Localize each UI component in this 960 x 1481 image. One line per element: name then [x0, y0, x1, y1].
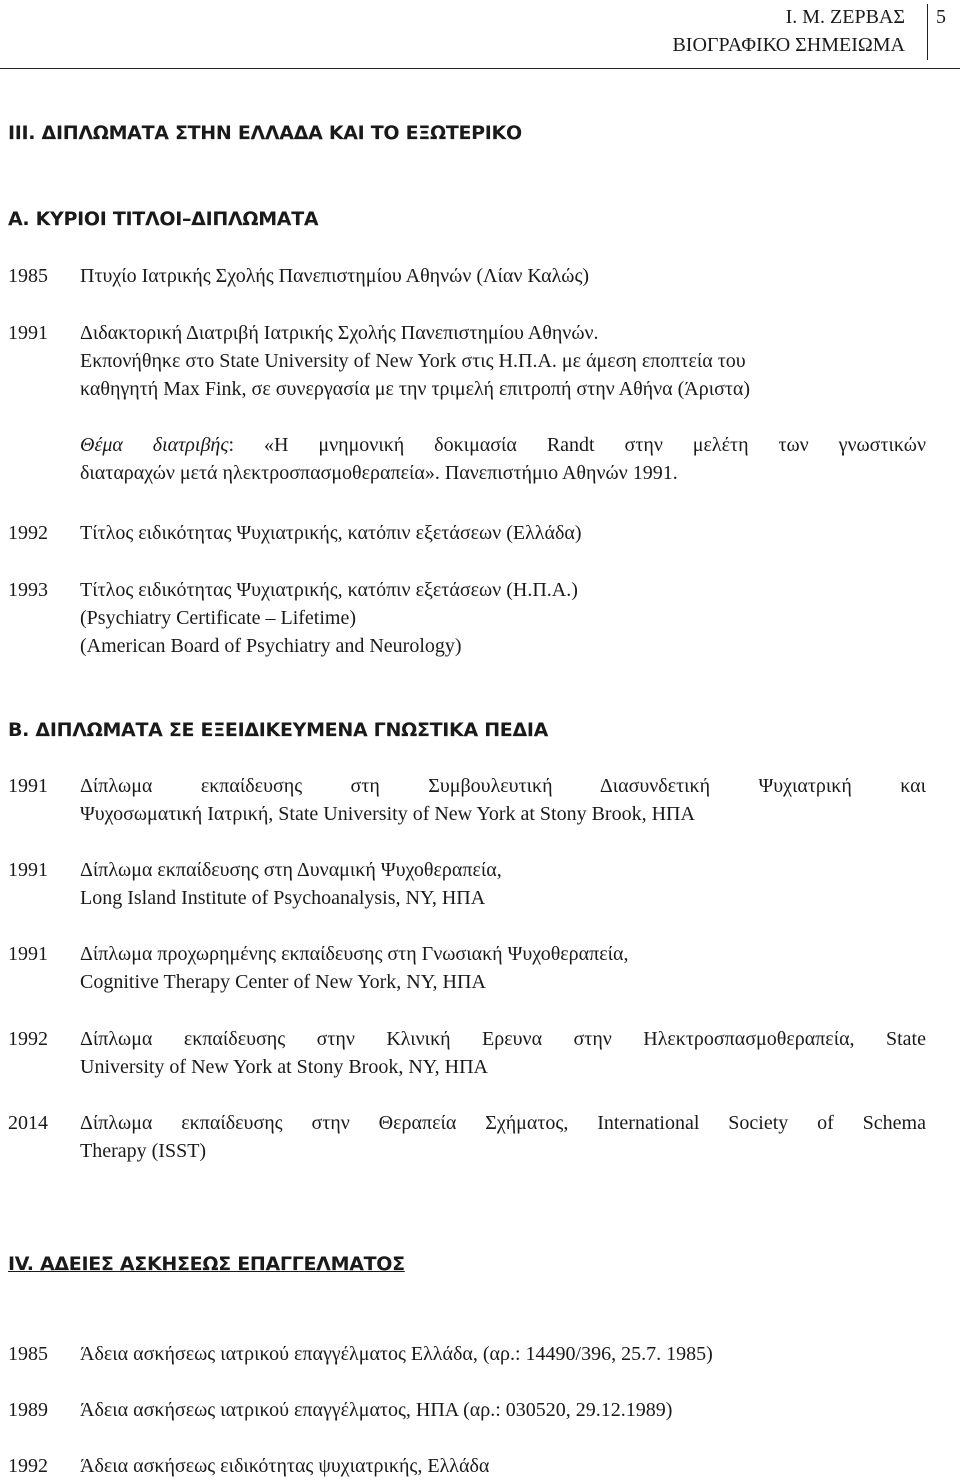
entry-text: Δίπλωμα εκπαίδευσης στη Συμβουλευτική Διασυνδετική Ψυχιατρική και: [80, 775, 926, 797]
entry-text: Δίπλωμα εκπαίδευσης στην Κλινική Ερευνα στην Ηλεκτροσπασμοθεραπεία, State: [80, 1028, 926, 1050]
entry-year: 1993: [8, 579, 48, 601]
header-doc-title: ΒΙΟΓΡΑΦΙΚΟ ΣΗΜΕΙΩΜΑ: [672, 34, 905, 56]
entry-year: 1991: [8, 859, 48, 881]
page-number: 5: [936, 6, 946, 28]
entry-text: Εκπονήθηκε στο State University of New York στις Η.Π.Α. με άμεση εποπτεία του: [80, 350, 746, 372]
entry-text: Long Island Institute of Psychoanalysis, NY, ΗΠΑ: [80, 887, 486, 909]
entry-text: Διδακτορική Διατριβή Ιατρικής Σχολής Πανεπιστημίου Αθηνών.: [80, 322, 599, 344]
subsection-b-title: Β. ΔΙΠΛΩΜΑΤΑ ΣΕ ΕΞΕΙΔΙΚΕΥΜΕΝΑ ΓΝΩΣΤΙΚΑ ΠΕΔΙΑ: [8, 719, 549, 741]
entry-year: 1985: [8, 265, 48, 287]
entry-year: 1989: [8, 1399, 48, 1421]
entry-text: Πτυχίο Ιατρικής Σχολής Πανεπιστημίου Αθηνών (Λίαν Καλώς): [80, 265, 590, 287]
thesis-topic-label: Θέμα διατριβής: [80, 434, 229, 456]
entry-text: διαταραχών μετά ηλεκτροσπασμοθεραπεία». Πανεπιστήμιο Αθηνών 1991.: [80, 462, 678, 484]
entry-text: Cognitive Therapy Center of New York, NY, ΗΠΑ: [80, 971, 486, 993]
entry-text: Δίπλωμα εκπαίδευσης στην Θεραπεία Σχήματος, International Society of Schema: [80, 1112, 926, 1134]
entry-text: Τίτλος ειδικότητας Ψυχιατρικής, κατόπιν εξετάσεων (Η.Π.Α.): [80, 579, 578, 601]
entry-text: (American Board of Psychiatry and Neurology): [80, 635, 462, 657]
entry-text: Therapy (ISST): [80, 1140, 207, 1162]
entry-text: Δίπλωμα εκπαίδευσης στη Δυναμική Ψυχοθεραπεία,: [80, 859, 502, 881]
entry-text: Άδεια ασκήσεως ιατρικού επαγγέλματος, ΗΠΑ (αρ.: 030520, 29.12.1989): [80, 1399, 673, 1421]
entry-text: Ψυχοσωματική Ιατρική, State University of New York at Stony Brook, ΗΠΑ: [80, 803, 695, 825]
entry-year: 1991: [8, 322, 48, 344]
entry-year: 1992: [8, 1455, 48, 1477]
section-3-title: ΙΙΙ. ΔΙΠΛΩΜΑΤΑ ΣΤΗΝ ΕΛΛΑΔΑ ΚΑΙ ΤΟ ΕΞΩΤΕΡΙΚΟ: [8, 122, 522, 144]
section-4-title: IV. ΑΔΕΙΕΣ ΑΣΚΗΣΕΩΣ ΕΠΑΓΓΕΛΜΑΤΟΣ: [8, 1253, 405, 1275]
header-divider-vertical: [927, 4, 928, 60]
subsection-a-title: Α. ΚΥΡΙΟΙ ΤΙΤΛΟΙ–ΔΙΠΛΩΜΑΤΑ: [8, 208, 319, 230]
entry-text: Άδεια ασκήσεως ειδικότητας ψυχιατρικής, Ελλάδα: [80, 1455, 490, 1477]
entry-text: University of New York at Stony Brook, NY, ΗΠΑ: [80, 1056, 488, 1078]
entry-year: 1991: [8, 775, 48, 797]
header-author: Ι. Μ. ΖΕΡΒΑΣ: [785, 6, 905, 28]
entry-year: 1992: [8, 1028, 48, 1050]
thesis-topic: [80, 434, 926, 457]
entry-text: Άδεια ασκήσεως ιατρικού επαγγέλματος Ελλάδα, (αρ.: 14490/396, 25.7. 1985): [80, 1343, 713, 1365]
entry-text: (Psychiatry Certificate – Lifetime): [80, 607, 357, 629]
thesis-topic-text: : «Η μνημονική δοκιμασία Randt στην μελέτη των γνωστικών: [228, 434, 926, 456]
entry-text: Τίτλος ειδικότητας Ψυχιατρικής, κατόπιν εξετάσεων (Ελλάδα): [80, 522, 582, 544]
entry-text: καθηγητή Max Fink, σε συνεργασία με την τριμελή επιτροπή στην Αθήνα (Άριστα): [80, 378, 751, 400]
entry-year: 1985: [8, 1343, 48, 1365]
entry-year: 2014: [8, 1112, 48, 1134]
header-divider-horizontal: [0, 68, 960, 69]
entry-year: 1991: [8, 943, 48, 965]
entry-text: Δίπλωμα προχωρημένης εκπαίδευσης στη Γνωσιακή Ψυχοθεραπεία,: [80, 943, 629, 965]
entry-year: 1992: [8, 522, 48, 544]
